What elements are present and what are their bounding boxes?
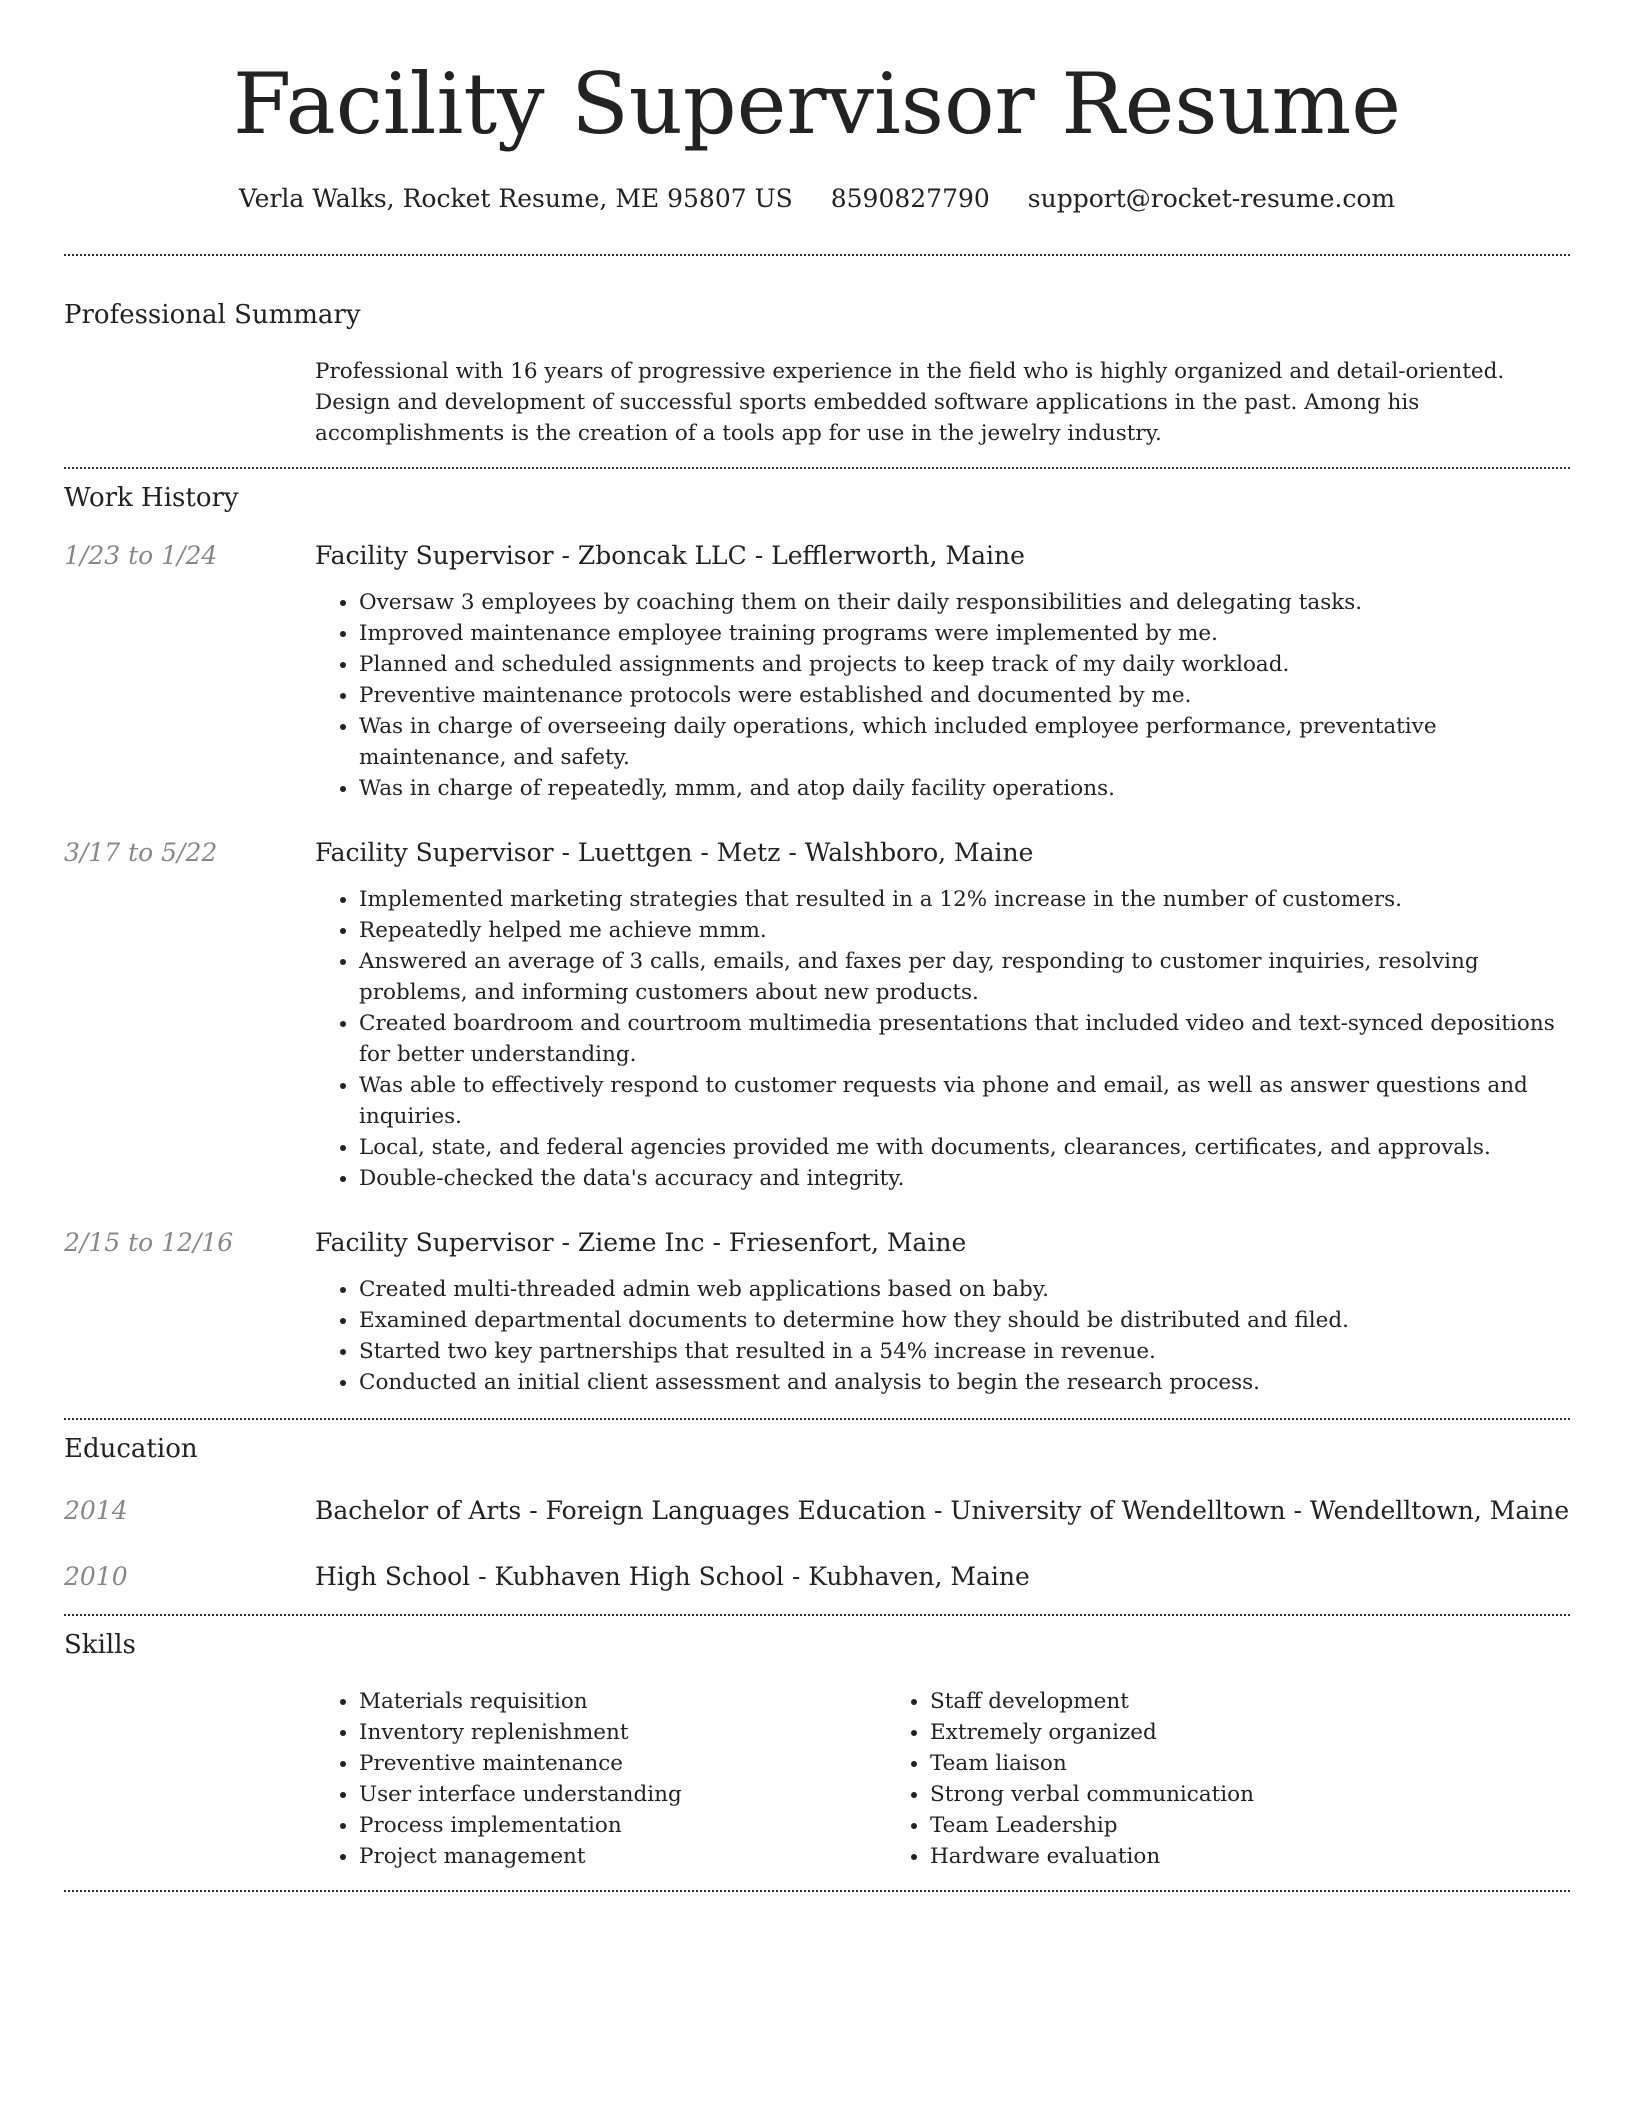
contact-email: support@rocket-resume.com [1027,184,1396,213]
work-history-heading: Work History [64,483,239,513]
section-divider [64,1890,1570,1892]
education-year: 2014 [64,1496,128,1525]
education-detail: Bachelor of Arts - Foreign Languages Education - University of Wendelltown - Wendelltown, Maine [315,1496,1570,1525]
skill-item: • Hardware evaluation [930,1841,1457,1872]
list-item: • Implemented marketing strategies that resulted in a 12% increase in the number of customers. [359,884,1570,915]
skills-list [315,1686,1570,1890]
skill-item: • Process implementation [359,1810,886,1841]
skill-item: • Strong verbal communication [930,1779,1457,1810]
skill-item: • Staff development [930,1686,1457,1717]
job-entry [64,539,1570,804]
list-item: • Created boardroom and courtroom multimedia presentations that included video and text-synced depositions for better understanding. [359,1008,1570,1070]
skill-item: • User interface understanding [359,1779,886,1810]
skills-heading: Skills [64,1630,136,1660]
list-item: • Started two key partnerships that resulted in a 54% increase in revenue. [359,1336,1570,1367]
list-item: • Answered an average of 3 calls, emails, and faxes per day, responding to customer inquiries, resolving problems, and informing customers about new products. [359,946,1570,1008]
skills-column-right [886,1686,1457,1872]
job-bullets [315,1274,1570,1398]
job-title: Facility Supervisor - Luettgen - Metz - Walshboro, Maine [315,838,1034,867]
list-item: • Created multi-threaded admin web applications based on baby. [359,1274,1570,1305]
job-dates: 2/15 to 12/16 [64,1228,234,1257]
contact-phone: 8590827790 [830,184,990,213]
job-entry [64,836,1570,1194]
resume-title: Facility Supervisor Resume [233,55,1401,153]
education-entry [64,1560,1570,1594]
list-item: • Was able to effectively respond to customer requests via phone and email, as well as answer questions and inquiries. [359,1070,1570,1132]
section-divider [64,1418,1570,1420]
list-item: • Conducted an initial client assessment and analysis to begin the research process. [359,1367,1570,1398]
list-item: • Was in charge of overseeing daily operations, which included employee performance, preventative maintenance, and safety. [359,711,1570,773]
job-dates: 1/23 to 1/24 [64,541,218,570]
summary-text: Professional with 16 years of progressive experience in the field who is highly organized and detail-oriented. Design and development of successful sports embedded software applications in the past. Among his accomplishments is the creation of a tools app for use in the jewelry industry. [315,359,1505,446]
list-item: • Oversaw 3 employees by coaching them on their daily responsibilities and delegating tasks. [359,587,1570,618]
education-entry [64,1494,1570,1528]
list-item: • Was in charge of repeatedly, mmm, and atop daily facility operations. [359,773,1570,804]
list-item: • Local, state, and federal agencies provided me with documents, clearances, certificates, and approvals. [359,1132,1570,1163]
education-heading: Education [64,1434,198,1464]
job-bullets [315,884,1570,1194]
skill-item: • Preventive maintenance [359,1748,886,1779]
skill-item: • Team Leadership [930,1810,1457,1841]
summary-heading: Professional Summary [64,300,361,330]
skill-item: • Team liaison [930,1748,1457,1779]
list-item: • Double-checked the data's accuracy and integrity. [359,1163,1570,1194]
section-divider [64,467,1570,469]
education-detail: High School - Kubhaven High School - Kubhaven, Maine [315,1562,1030,1591]
list-item: • Planned and scheduled assignments and projects to keep track of my daily workload. [359,649,1570,680]
job-entry [64,1226,1570,1398]
list-item: • Repeatedly helped me achieve mmm. [359,915,1570,946]
job-title: Facility Supervisor - Zboncak LLC - Lefflerworth, Maine [315,541,1025,570]
skills-column-left [315,1686,886,1872]
contact-address: Verla Walks, Rocket Resume, ME 95807 US [238,184,793,213]
list-item: • Improved maintenance employee training programs were implemented by me. [359,618,1570,649]
skill-item: • Project management [359,1841,886,1872]
skill-item: • Materials requisition [359,1686,886,1717]
list-item: • Examined departmental documents to determine how they should be distributed and filed. [359,1305,1570,1336]
education-year: 2010 [64,1562,128,1591]
job-bullets [315,587,1570,804]
job-dates: 3/17 to 5/22 [64,838,218,867]
contact-line [64,182,1570,216]
job-title: Facility Supervisor - Zieme Inc - Friesenfort, Maine [315,1228,967,1257]
section-divider [64,1614,1570,1616]
skill-item: • Inventory replenishment [359,1717,886,1748]
resume-page [64,0,1570,1892]
skill-item: • Extremely organized [930,1717,1457,1748]
list-item: • Preventive maintenance protocols were established and documented by me. [359,680,1570,711]
section-divider [64,254,1570,256]
